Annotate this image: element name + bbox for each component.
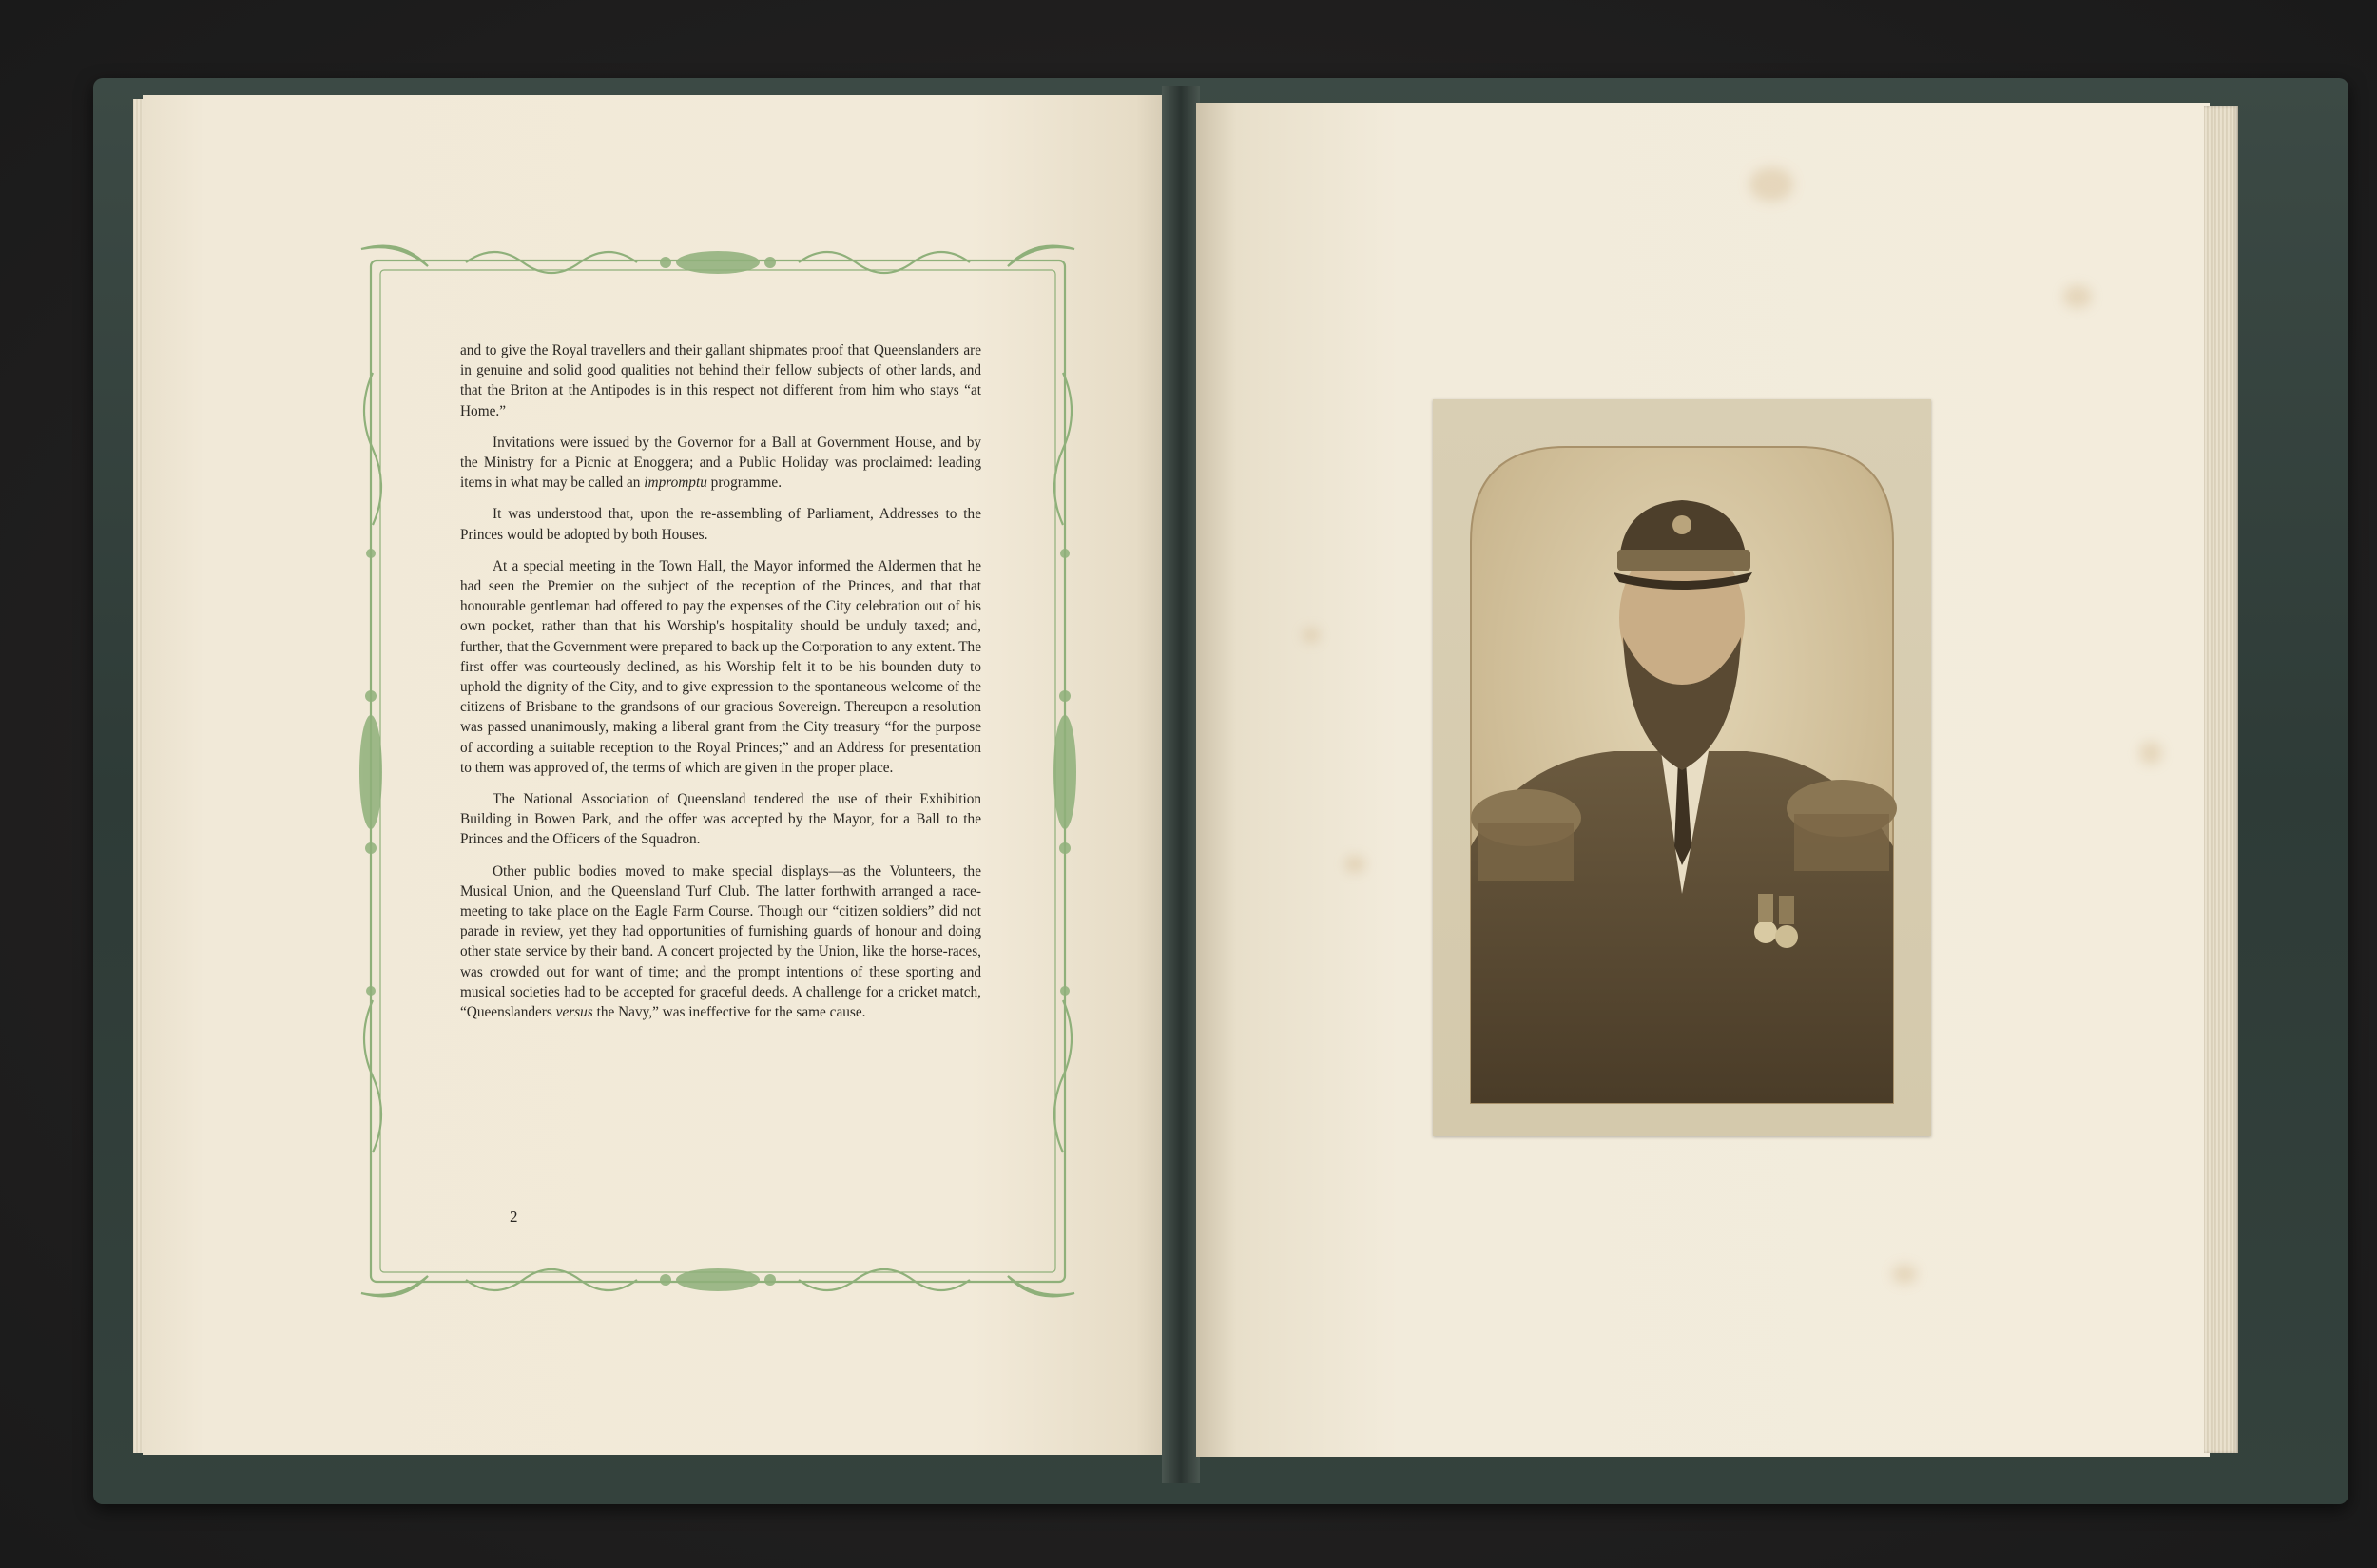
foxing-spot [1749, 167, 1793, 202]
italic-word: versus [555, 1004, 593, 1021]
foxing-spot [1344, 856, 1365, 873]
foxing-spot [1303, 628, 1320, 643]
foxing-spot [2139, 742, 2162, 765]
paragraph: At a special meeting in the Town Hall, the Mayor informed the Aldermen that he had seen the Premier on the subject of the reception of the Princes, and that that honourable gentleman had offered to pay the expenses of the City celebration out of his own pocket, rather than that his Worship's hospitality should be unduly taxed; and, further, that the Government were prepared to back up the Corporation to any extent. The first offer was courteously declined, as his Worship felt it to be his bounden duty to uphold the dignity of the City, and to give expression to the spontaneous welcome of the citizens of Brisbane to the grandsons of our gracious Sovereign. Thereupon a resolution was passed unanimously, making a liberal grant from the City treasury “for the purpose of according a suitable reception to the Royal Princes;” and an Address for presentation to them was approved of, the terms of which are given in the proper place. [460, 557, 981, 776]
album-spine [1162, 86, 1200, 1483]
body-text [460, 340, 981, 1034]
page-number: 2 [510, 1208, 518, 1226]
italic-word: impromptu [644, 474, 707, 492]
paragraph: and to give the Royal travellers and their gallant shipmates proof that Queenslanders are in genuine and solid good qualities not behind their fellow subjects of other lands, and that the Briton at the Antipodes is in this respect not different from him who stays “at Home.” [460, 342, 981, 419]
paragraph: Other public bodies moved to make special displays—as the Volunteers, the Musical Union, and the Queensland Turf Club. The latter forthwith arranged a race-meeting to take place on the Eagle Farm Course. Though our “citizen soldiers” did not parade in review, yet they had opportunities of furnishing guards of honour and doing other state service by their band. A concert projected by the Union, like the horse-races, was crowded out for want of time; and the prompt intentions of these sporting and musical societies had to be accepted for graceful deeds. A challenge for a cricket match, “Queenslanders versus the Navy,” was ineffective for the same cause. [460, 862, 981, 1021]
portrait-photograph [1433, 399, 1931, 1136]
page-edges-right [2204, 106, 2238, 1453]
foxing-spot [1892, 1265, 1917, 1284]
paragraph: Invitations were issued by the Governor for a Ball at Government House, and by the Ministry for a Picnic at Enoggera; and a Public Holiday was proclaimed: leading items in what may be called an impromptu programme. [460, 434, 981, 492]
paragraph: The National Association of Queensland tendered the use of their Exhibition Building in Bowen Park, and the offer was accepted by the Mayor, for a Ball to the Princes and the Officers of the Squadron. [460, 791, 981, 848]
paragraph: It was understood that, upon the re-assembling of Parliament, Addresses to the Princes would be adopted by both Houses. [460, 506, 981, 543]
foxing-spot [2063, 285, 2092, 308]
